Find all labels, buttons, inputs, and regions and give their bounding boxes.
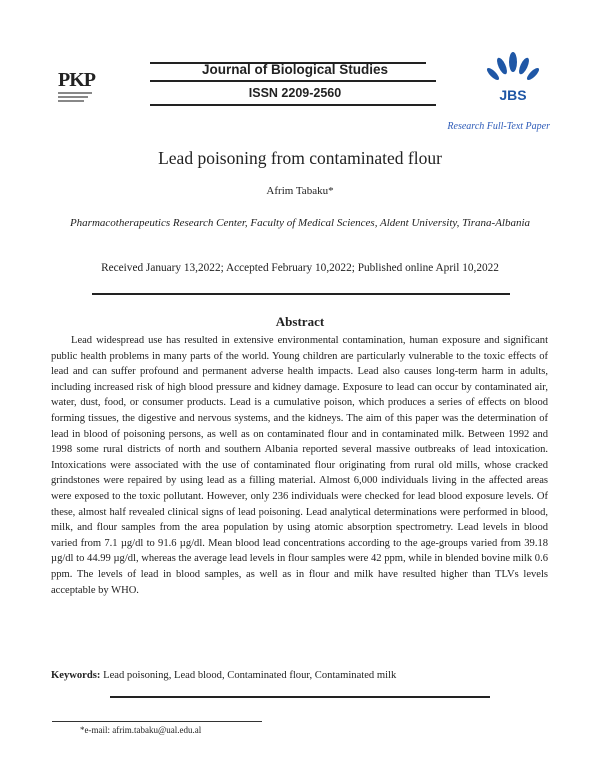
header-bottom-rule xyxy=(150,104,436,106)
journal-title: Journal of Biological Studies xyxy=(201,62,389,77)
affiliation: Pharmacotherapeutics Research Center, Faculty of Medical Sciences, Aldent University, Tirana-Albania xyxy=(69,217,531,229)
abstract-heading: Abstract xyxy=(275,314,325,329)
pkp-logo-text: PKP xyxy=(58,69,95,91)
keywords-label: Keywords: xyxy=(51,670,101,681)
footnote-rule xyxy=(52,721,262,722)
keywords-text: Lead poisoning, Lead blood, Contaminated flour, Contaminated milk xyxy=(103,670,397,681)
article-title: Lead poisoning from contaminated flour xyxy=(158,148,442,168)
abstract-body: Lead widespread use has resulted in extensive environmental contamination, human exposure and significant public health problems in many parts of the world. Young children are particularly vulnerable to the toxic effects of lead and can suffer profound and permanent adverse health impacts. Lead also causes long-term harm in adults, including increased risk of high blood pressure and kidney damage. Exposure to lead can occur by contaminated air, water, dust, food, or consumer products. Lead is a cumulative poison, which produces a series of effects on blood forming tissues, the digestive and nervous systems, and the kidneys. The aim of this paper was the determination of lead in blood of poisoning persons, as well as on contaminated flour and in contaminated milk. Between 1992 and 1998 some rural districts of north and southern Albania reported several massive outbreaks of lead intoxication. Intoxications were associated with the use of contaminated flour originating from rural old mills, whose cracked grindstones were repaired by using lead as a filling material. Almost 6,000 individuals living in the affected areas were exposed to the toxic pollutant. However, only 236 individuals were checked for lead blood exposure levels. Of these, almost half revealed clinical signs of lead poisoning. Lead analytical determinations were performed in blood, milk, and flour samples from the area population by using atomic absorption spectrometry. Lead levels in blood varied from 7.1 µg/dl to 91.6 µg/dl. Mean blood lead concentrations according to the age-groups varied from 39.18 µg/dl to 44.99 µg/dl, whereas the average lead levels in flour samples were 42 ppm, while in blended bovine milk 0.6 ppm. The levels of lead in blood samples, as well as in flour and milk have resulted higher than TLVs levels acceptable by WHO. xyxy=(51,335,548,596)
footnote: *e-mail: afrim.tabaku@ual.edu.al xyxy=(80,725,202,735)
title-block-rule xyxy=(92,293,510,295)
keywords xyxy=(51,670,551,681)
publication-dates: Received January 13,2022; Accepted February 10,2022; Published online April 10,2022 xyxy=(101,262,499,274)
issn: ISSN 2209-2560 xyxy=(248,86,342,100)
paper-type-label: Research Full-Text Paper xyxy=(447,121,550,132)
jbs-logo xyxy=(478,50,548,110)
jbs-logo-text: JBS xyxy=(499,87,527,103)
keywords-rule xyxy=(110,696,490,698)
pkp-logo-lines xyxy=(58,92,108,102)
author: Afrim Tabaku* xyxy=(266,185,334,197)
header-mid-rule xyxy=(150,80,436,82)
pkp-logo xyxy=(58,70,108,104)
